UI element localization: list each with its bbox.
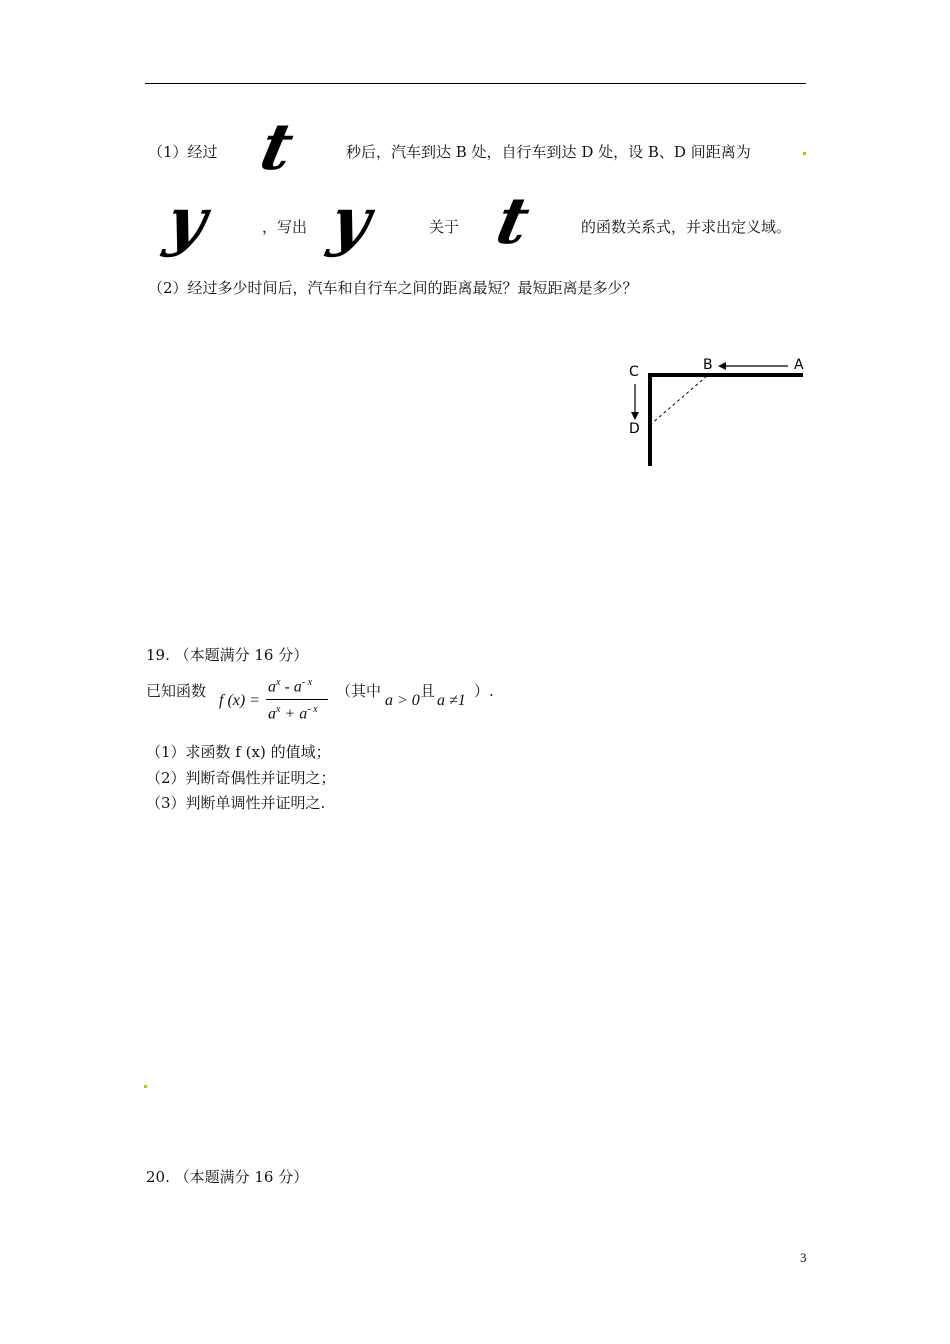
q19-cond-b: a ≠1 [437,692,466,709]
part1-label: （1）经过 [148,143,218,161]
var-t-symbol: t [254,110,300,185]
q20-heading: 20. （本题满分 16 分） [146,1168,309,1186]
var-t-symbol-2: t [490,184,536,259]
part1-text-after-t: 秒后，汽车到达 B 处，自行车到达 D 处，设 B、D 间距离为 [346,143,751,161]
label-c: C [629,364,639,380]
part1-text-guanyu: 关于 [429,218,460,236]
arrow-head-left-icon [718,362,726,370]
q19-item-3: （3）判断单调性并证明之. [146,794,326,812]
part1-text-end: 的函数关系式，并求出定义域。 [581,218,792,236]
q19-item-2: （2）判断奇偶性并证明之； [146,769,336,787]
q19-cond-open: （其中 [336,682,382,700]
page-number: 3 [800,1250,807,1265]
q19-cond-and: 且 [420,682,436,700]
label-d: D [629,421,640,437]
label-a: A [794,357,804,373]
q19-fx: f (x) = [219,692,260,709]
yellow-dot-mark-2 [144,1085,147,1088]
header-rule [145,83,806,84]
q19-item-1: （1）求函数 f (x) 的值域； [146,743,331,761]
fraction-bar [266,699,328,700]
part2-text: （2）经过多少时间后，汽车和自行车之间的距离最短？最短距离是多少？ [148,279,638,297]
var-y-symbol: y [160,184,214,259]
q19-cond-close: ）. [474,682,494,700]
q19-numerator: $a^x - a^{- x}$ [268,677,313,696]
distance-dashed-line [650,375,708,425]
q19-denominator: $a^x + a^{- x}$ [268,704,318,723]
part1-text-write: ，写出 [262,218,308,236]
label-b: B [703,357,713,373]
arrow-head-down-icon [631,412,639,420]
q19-heading: 19. （本题满分 16 分） [146,646,309,664]
yellow-dot-mark [803,152,806,155]
var-y-symbol-2: y [324,184,378,259]
q19-intro: 已知函数 [146,682,207,700]
q19-cond-a: a > 0 [385,692,420,709]
road-diagram [620,350,820,475]
